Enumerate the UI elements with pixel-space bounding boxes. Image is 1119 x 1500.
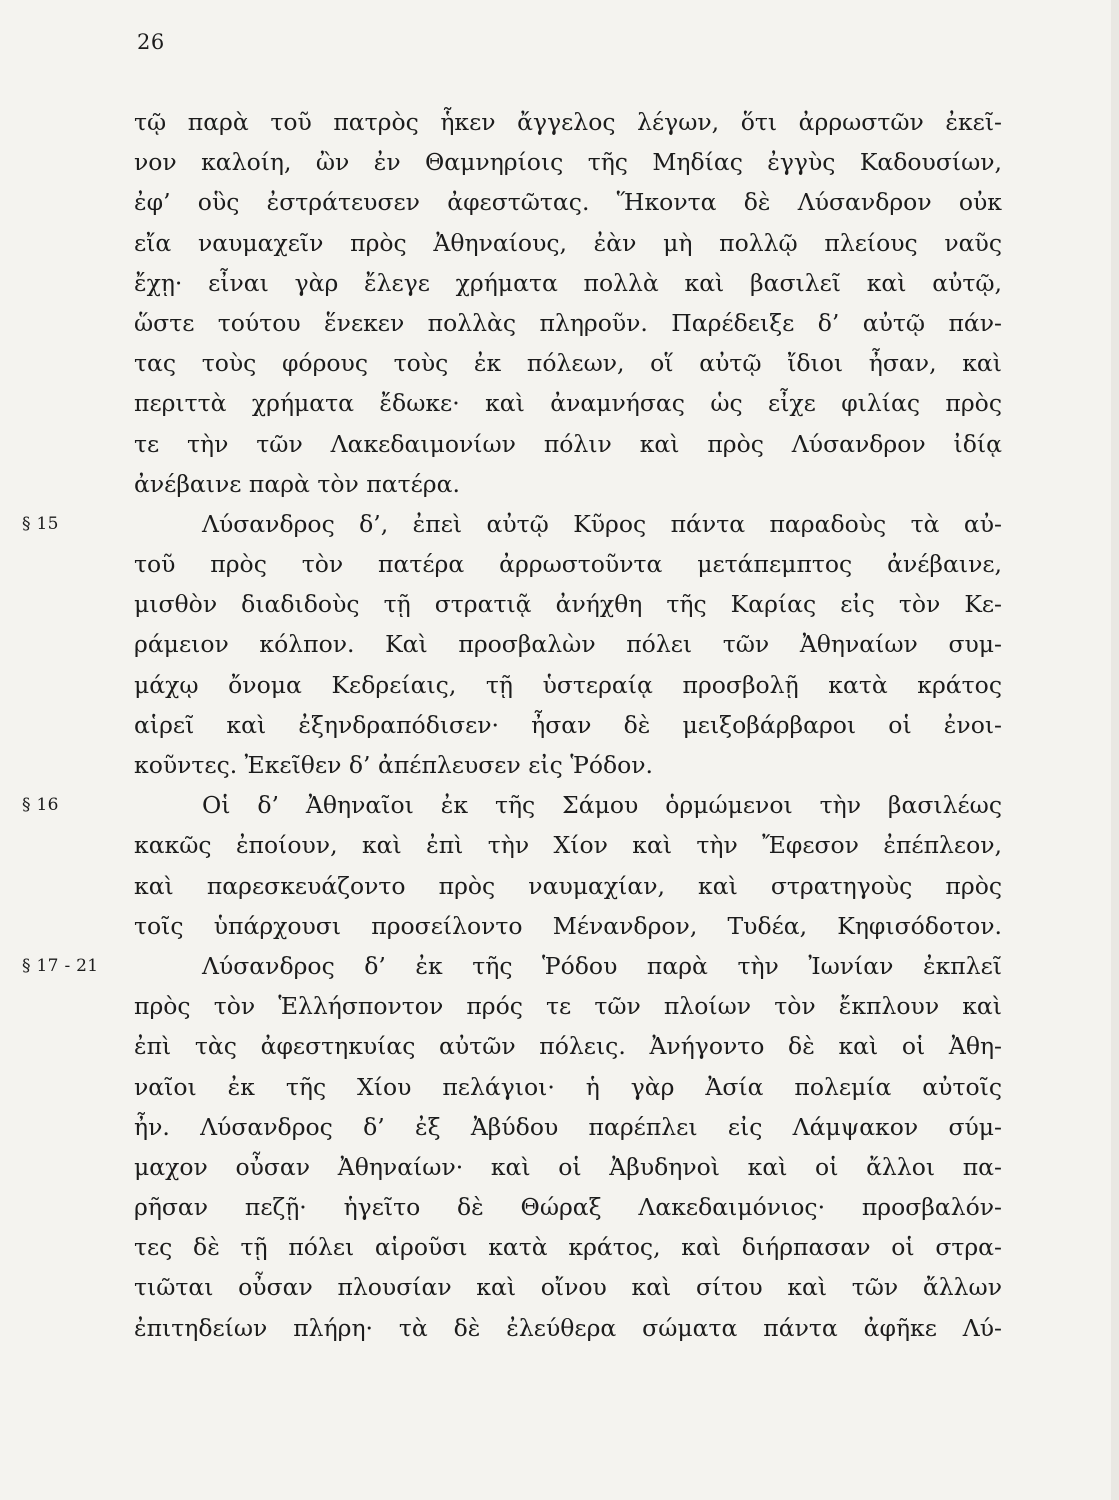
text-line: τε τὴν τῶν Λακεδαιμονίων πόλιν καὶ πρὸς Λύσανδρον ἰδίᾳ: [134, 429, 1002, 458]
text-line: νον καλοίη, ὢν ἐν Θαμνηρίοις τῆς Μηδίας ἐγγὺς Καδουσίων,: [134, 148, 1002, 177]
text-line: κακῶς ἐποίουν, καὶ ἐπὶ τὴν Χίον καὶ τὴν Ἔφεσον ἐπέπλεον,: [134, 831, 1002, 860]
text-line: καὶ παρεσκευάζοντο πρὸς ναυμαχίαν, καὶ στρατηγοὺς πρὸς: [134, 871, 1002, 900]
text-line: τιῶται οὖσαν πλουσίαν καὶ οἴνου καὶ σίτου καὶ τῶν ἄλλων: [134, 1273, 1002, 1302]
page-edge-shadow: [1111, 0, 1119, 1500]
text-line: ἐπιτηδείων πλήρη· τὰ δὲ ἐλεύθερα σώματα πάντα ἀφῆκε Λύ-: [134, 1313, 1002, 1342]
text-line: τοῖς ὑπάρχουσι προσείλοντο Μένανδρον, Τυδέα, Κηφισόδοτον.: [134, 911, 1002, 940]
section-reference: § 17 - 21: [22, 955, 99, 976]
text-line: ἦν. Λύσανδρος δ’ ἐξ Ἀβύδου παρέπλει εἰς Λάμψακον σύμ-: [134, 1112, 1002, 1141]
page-number: 26: [137, 30, 165, 54]
section-reference: § 15: [22, 513, 59, 534]
text-line: ἐπὶ τὰς ἀφεστηκυίας αὐτῶν πόλεις. Ἀνήγοντο δὲ καὶ οἱ Ἀθη-: [134, 1032, 1002, 1061]
text-line: § 15 Λύσανδρος δ’, ἐπεὶ αὐτῷ Κῦρος πάντα παραδοὺς τὰ αὐ-: [134, 504, 1002, 544]
text-line: κοῦντες. Ἐκεῖθεν δ’ ἀπέπλευσεν εἰς Ῥόδον.: [134, 751, 654, 779]
text-line: ἔχῃ· εἶναι γὰρ ἔλεγε χρήματα πολλὰ καὶ βασιλεῖ καὶ αὐτῷ,: [134, 268, 1002, 297]
text-line: § 16 Οἱ δ’ Ἀθηναῖοι ἐκ τῆς Σάμου ὁρμώμενοι τὴν βασιλέως: [134, 785, 1002, 825]
text-line: ὥστε τούτου ἕνεκεν πολλὰς πληροῦν. Παρέδειξε δ’ αὐτῷ πάν-: [134, 308, 1002, 337]
text-line: μισθὸν διαδιδοὺς τῇ στρατιᾷ ἀνήχθη τῆς Καρίας εἰς τὸν Κε-: [134, 590, 1002, 619]
text-line: εἴα ναυμαχεῖν πρὸς Ἀθηναίους, ἐὰν μὴ πολλῷ πλείους ναῦς: [134, 228, 1002, 257]
text-line: μάχῳ ὄνομα Κεδρείαις, τῇ ὑστεραίᾳ προσβολῇ κατὰ κράτος: [134, 670, 1002, 699]
text-line: τῷ παρὰ τοῦ πατρὸς ἧκεν ἄγγελος λέγων, ὅτι ἀρρωστῶν ἐκεῖ-: [134, 108, 1002, 136]
text-line: περιττὰ χρήματα ἔδωκε· καὶ ἀναμνήσας ὡς εἶχε φιλίας πρὸς: [134, 389, 1002, 418]
text-line: ἀνέβαινε παρὰ τὸν πατέρα.: [134, 469, 460, 498]
text-line: ἐφ’ οὓς ἐστράτευσεν ἀφεστῶτας. Ἥκοντα δὲ Λύσανδρον οὐκ: [134, 188, 1002, 217]
text-line: πρὸς τὸν Ἑλλήσποντον πρός τε τῶν πλοίων τὸν ἔκπλουν καὶ: [134, 992, 1002, 1021]
text-line: τοῦ πρὸς τὸν πατέρα ἀρρωστοῦντα μετάπεμπτος ἀνέβαινε,: [134, 550, 1002, 579]
section-reference: § 16: [22, 795, 59, 816]
text-line: ράμειον κόλπον. Καὶ προσβαλὼν πόλει τῶν Ἀθηναίων συμ-: [134, 630, 1002, 659]
text-line: § 17 - 21 Λύσανδρος δ’ ἐκ τῆς Ῥόδου παρὰ τὴν Ἰωνίαν ἐκπλεῖ: [134, 946, 1002, 986]
greek-text-body: [22, 102, 1002, 1348]
text-line: τες δὲ τῇ πόλει αἱροῦσι κατὰ κράτος, καὶ διήρπασαν οἱ στρα-: [134, 1233, 1002, 1262]
text-line: ναῖοι ἐκ τῆς Χίου πελάγιοι· ἡ γὰρ Ἀσία πολεμία αὐτοῖς: [134, 1072, 1002, 1101]
text-line: μαχον οὖσαν Ἀθηναίων· καὶ οἱ Ἀβυδηνοὶ καὶ οἱ ἄλλοι πα-: [134, 1152, 1002, 1181]
text-line: ρῆσαν πεζῇ· ἡγεῖτο δὲ Θώραξ Λακεδαιμόνιος· προσβαλόν-: [134, 1193, 1002, 1222]
text-line: τας τοὺς φόρους τοὺς ἐκ πόλεων, οἵ αὐτῷ ἴδιοι ἦσαν, καὶ: [134, 349, 1002, 378]
text-line: αἱρεῖ καὶ ἐξηνδραπόδισεν· ἦσαν δὲ μειξοβάρβαροι οἱ ἐνοι-: [134, 710, 1002, 739]
